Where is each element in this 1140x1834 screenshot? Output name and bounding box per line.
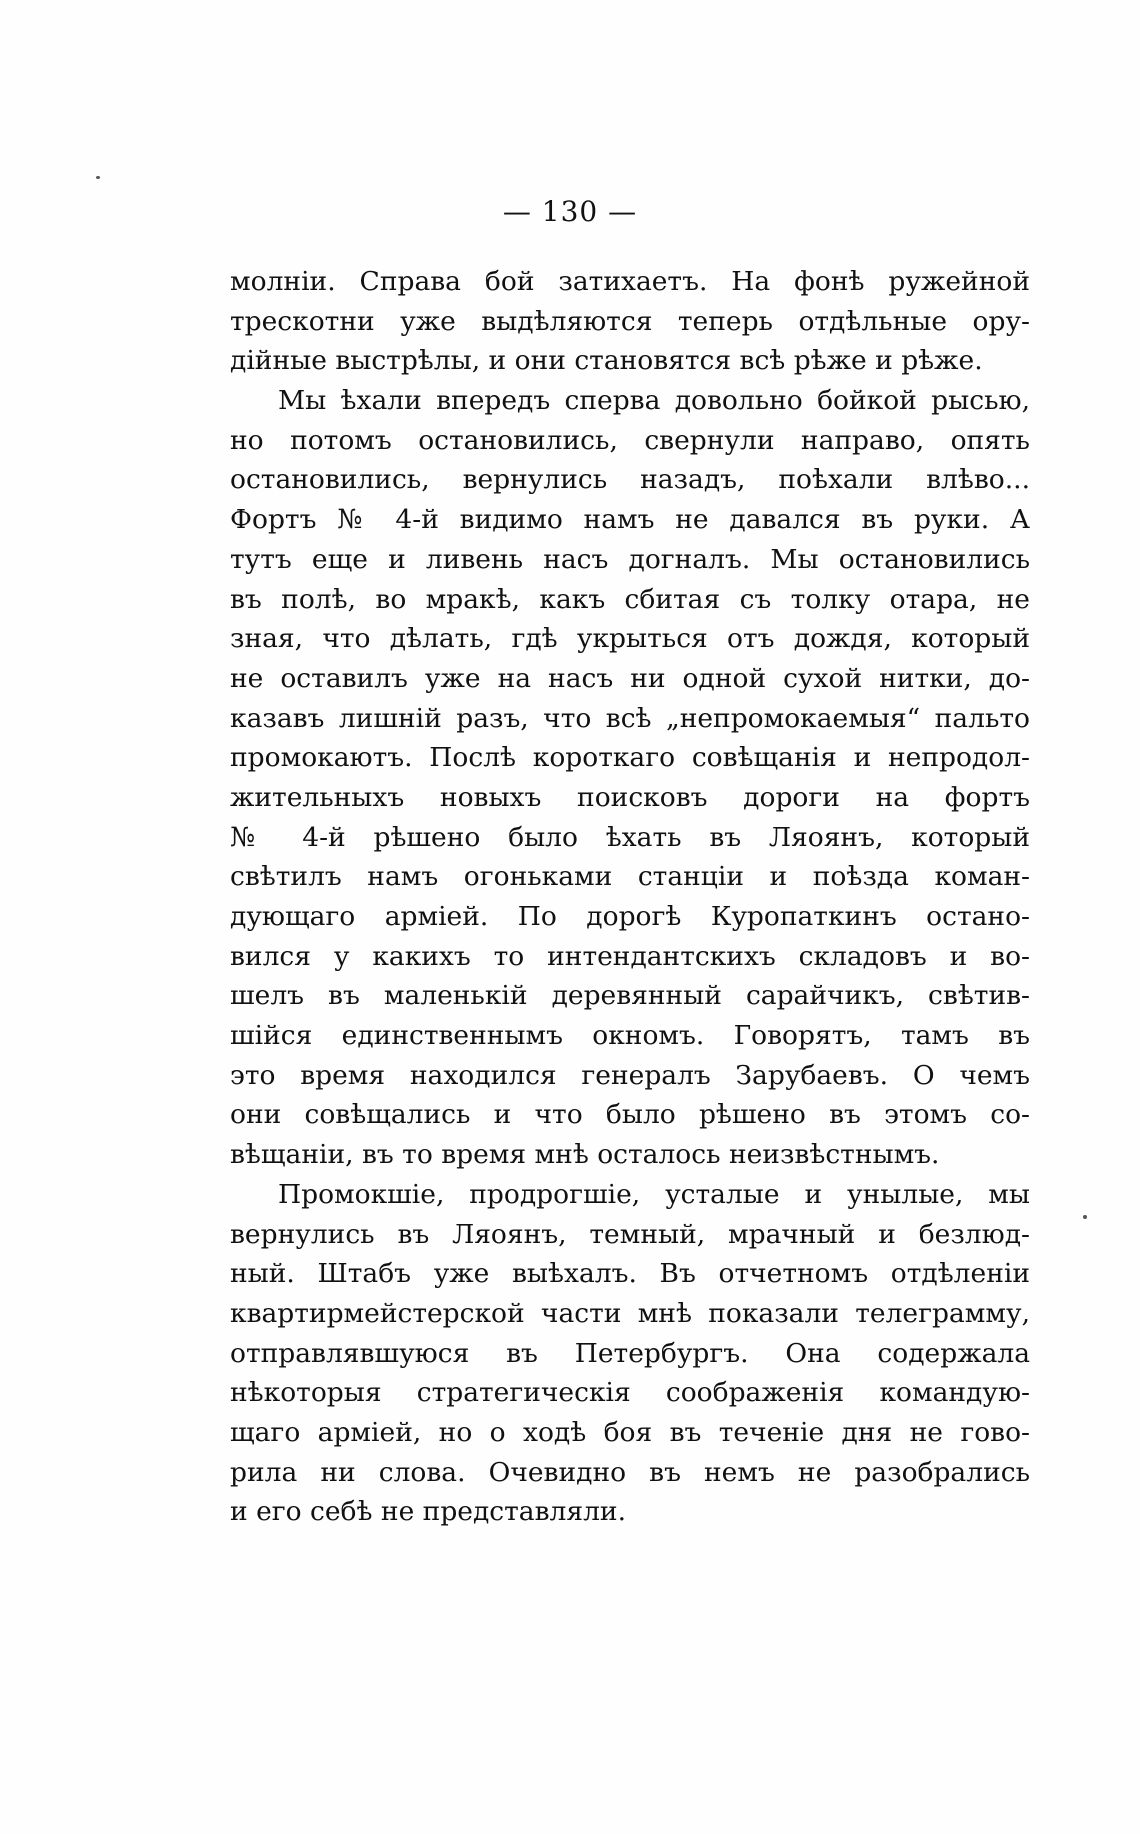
text-line: въ полѣ, во мракѣ, какъ сбитая съ толку отара, не (230, 583, 1030, 615)
text-line: и его себѣ не представляли. (230, 1496, 626, 1528)
text-line: зная, что дѣлать, гдѣ укрыться отъ дождя, который (230, 623, 1030, 655)
text-line: нѣкоторыя стратегическія соображенія командую- (230, 1377, 1030, 1409)
text-line: квартирмейстерской части мнѣ показали телеграмму, (230, 1297, 1030, 1329)
scan-speck (96, 176, 100, 179)
text-line: вѣщаніи, въ то время мнѣ осталось неизвѣстнымъ. (230, 1139, 940, 1171)
text-line: Фортъ № 4-й видимо намъ не давался въ руки. А (230, 504, 1030, 536)
text-line: щаго арміей, но о ходѣ боя въ теченіе дня не гово- (230, 1416, 1030, 1448)
text-line: шійся единственнымъ окномъ. Говорятъ, тамъ въ (230, 1020, 1030, 1052)
body-text (230, 262, 1030, 1532)
text-line: жительныхъ новыхъ поисковъ дороги на фортъ (230, 781, 1030, 813)
text-line: дійные выстрѣлы, и они становятся всѣ рѣже и рѣже. (230, 345, 983, 377)
text-line: свѣтилъ намъ огоньками станціи и поѣзда коман- (230, 861, 1030, 893)
text-line: рила ни слова. Очевидно въ немъ не разобрались (230, 1456, 1030, 1488)
text-line: они совѣщались и что было рѣшено въ этомъ со- (230, 1099, 1030, 1131)
text-line: казавъ лишній разъ, что всѣ „непромокаемыя“ пальто (230, 702, 1030, 734)
text-line: шелъ въ маленькій деревянный сарайчикъ, свѣтив- (230, 980, 1030, 1012)
scan-speck (1083, 1215, 1087, 1219)
text-line: Мы ѣхали впередъ сперва довольно бойкой рысью, (278, 385, 1030, 417)
paragraph (230, 262, 1030, 381)
text-line: молніи. Справа бой затихаетъ. На фонѣ ружейной (230, 266, 1030, 297)
text-line: трескотни уже выдѣляются теперь отдѣльные ору- (230, 305, 1030, 337)
paragraph (230, 1175, 1030, 1532)
text-line: отправлявшуюся въ Петербургъ. Она содержала (230, 1337, 1030, 1369)
text-line: ный. Штабъ уже выѣхалъ. Въ отчетномъ отдѣленіи (230, 1258, 1030, 1290)
text-line: дующаго арміей. По дорогѣ Куропаткинъ остано- (230, 901, 1030, 932)
text-line: вился у какихъ то интендантскихъ складовъ и во- (230, 940, 1030, 972)
paragraph (230, 381, 1030, 1175)
text-line: остановились, вернулись назадъ, поѣхали влѣво... (230, 464, 1030, 496)
text-line: тутъ еще и ливень насъ догналъ. Мы остановились (230, 543, 1030, 575)
text-line: № 4-й рѣшено было ѣхать въ Ляоянъ, который (230, 821, 1030, 853)
text-line: но потомъ остановились, свернули направо, опять (230, 424, 1030, 456)
text-line: Промокшіе, продрогшіе, усталые и унылые, мы (278, 1178, 1030, 1210)
page-number: — 130 — (502, 195, 638, 228)
text-line: вернулись въ Ляоянъ, темный, мрачный и безлюд- (230, 1218, 1030, 1250)
text-line: это время находился генералъ Зарубаевъ. О чемъ (230, 1059, 1030, 1091)
text-line: не оставилъ уже на насъ ни одной сухой нитки, до- (230, 662, 1030, 694)
text-line: промокаютъ. Послѣ короткаго совѣщанія и непродол- (230, 742, 1030, 774)
